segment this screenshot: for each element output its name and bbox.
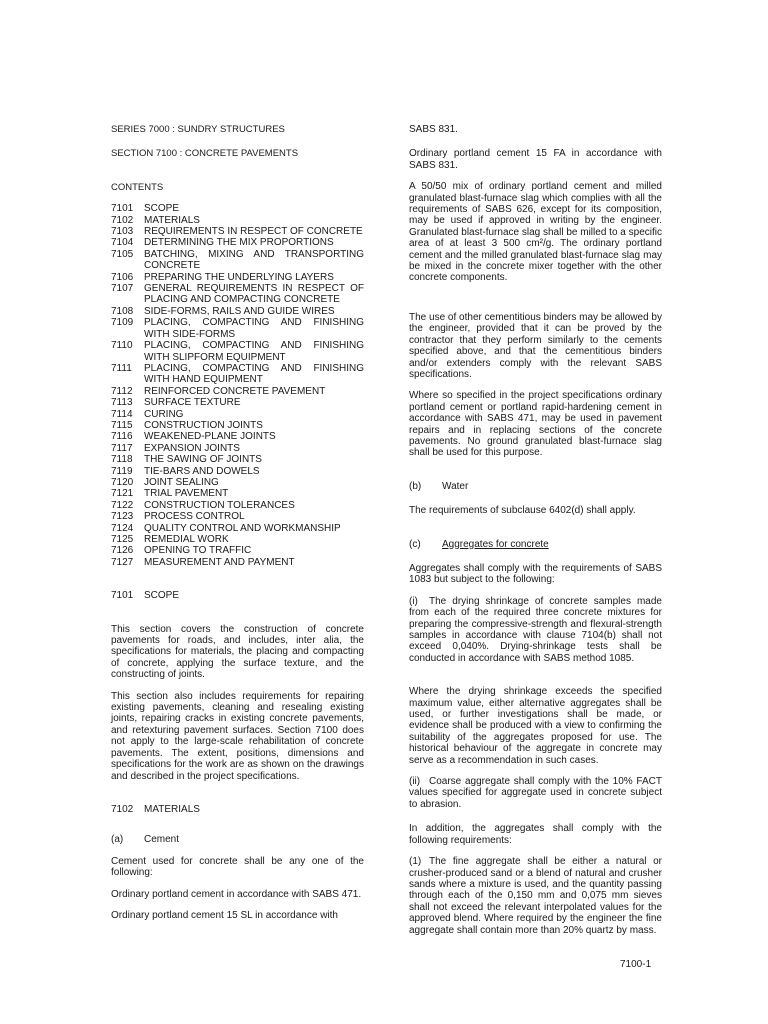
section-heading: SECTION 7100 : CONCRETE PAVEMENTS xyxy=(111,148,299,160)
contents-item xyxy=(111,283,364,306)
item-label: (ii) xyxy=(409,776,421,788)
contents-item xyxy=(111,488,364,499)
aggregates-item-ii xyxy=(409,776,662,810)
contents-item-number: 7120 xyxy=(111,476,134,488)
contents-item xyxy=(111,249,364,272)
contents-item-title: REMEDIAL WORK xyxy=(144,534,229,545)
contents-item-title: SIDE-FORMS, RAILS AND GUIDE WIRES xyxy=(144,305,335,317)
aggregates-item-i xyxy=(409,596,662,664)
contents-item-title: PLACING, COMPACTING AND FINISHING WITH HAND EQUIPMENT xyxy=(144,362,364,386)
contents-item xyxy=(111,409,364,420)
contents-item xyxy=(111,306,364,317)
contents-item-title: TIE-BARS AND DOWELS xyxy=(144,465,260,477)
contents-item xyxy=(111,454,364,465)
scope-paragraph: This section covers the construction of concrete pavements for roads, and includes, inter alia, the specifications for materials, the placing and compacting of concrete, applying the surface texture, and the constructing of joints. xyxy=(111,623,364,681)
contents-item xyxy=(111,545,364,556)
contents-item-number: 7114 xyxy=(111,408,133,420)
contents-item-number: 7115 xyxy=(111,419,133,431)
contents-item-title: THE SAWING OF JOINTS xyxy=(144,454,262,466)
item-label: (i) xyxy=(409,595,418,607)
contents-item xyxy=(111,431,364,442)
item-text: The drying shrinkage of concrete samples made from each of the required three concrete mixtures for preparing the compressive-strength and flexural-strength samples in accordance with clause 7104(b) shall not exceed 0,040%. Drying-shrinkage tests shall be conducted in accordance with SABS method 1085. xyxy=(409,595,662,664)
contents-item-title: JOINT SEALING xyxy=(144,476,219,488)
cement-intro: Cement used for concrete shall be any one of the following: xyxy=(111,855,364,879)
contents-item-number: 7110 xyxy=(111,340,133,352)
contents-item xyxy=(111,340,364,363)
contents-item-number: 7121 xyxy=(111,488,134,500)
contents-item-number: 7105 xyxy=(111,248,134,260)
contents-item-title: PLACING, COMPACTING AND FINISHING WITH SIDE-FORMS xyxy=(144,317,364,340)
contents-item-number: 7108 xyxy=(111,305,134,317)
contents-item xyxy=(111,237,364,248)
scope-title: SCOPE xyxy=(144,590,180,602)
contents-item-title: SURFACE TEXTURE xyxy=(144,397,241,409)
item-text: The fine aggregate shall be either a natural or crusher-produced sand or a blend of natural and crusher sands where a mixture is used, and the quantity passing through each of the 0,150 mm and 0,075 mm sieves shall not exceed the relevant interpolated values for the approved blend. Where required by the engineer the fine aggregate shall contain more than 20% quartz by mass. xyxy=(409,856,662,936)
contents-item-title: CONSTRUCTION JOINTS xyxy=(144,419,263,431)
contents-item-number: 7116 xyxy=(111,431,133,443)
aggregates-heading xyxy=(409,539,662,550)
contents-item-title: GENERAL REQUIREMENTS IN RESPECT OF PLACING AND COMPACTING CONCRETE xyxy=(144,283,364,306)
contents-item xyxy=(111,215,364,226)
contents-item xyxy=(111,523,364,534)
contents-item xyxy=(111,420,364,431)
contents-item xyxy=(111,226,364,237)
contents-item xyxy=(111,386,364,397)
cement-heading xyxy=(111,834,364,845)
contents-item-number: 7104 xyxy=(111,237,134,249)
contents-heading: CONTENTS xyxy=(111,181,164,193)
cement-option: A 50/50 mix of ordinary portland cement and milled granulated blast-furnace slag which complies with all the requirements of SABS 626, except for its composition, may be used if approved in writing by the engineer. Granulated blast-furnace slag shall be milled to a specific area of at least 3 500 cm²/g. The ordinary portland cement and the milled granulated blast-furnace slag may be mixed in the concrete mixer together with the other concrete components. xyxy=(409,181,662,284)
contents-item xyxy=(111,534,364,545)
contents-item-number: 7103 xyxy=(111,226,134,238)
series-heading: SERIES 7000 : SUNDRY STRUCTURES xyxy=(111,124,285,135)
contents-item-title: CONSTRUCTION TOLERANCES xyxy=(144,499,295,511)
cement-title: Cement xyxy=(144,834,180,846)
aggregates-label: (c) xyxy=(409,538,421,550)
contents-item-title: CURING xyxy=(144,408,184,420)
contents-item-number: 7123 xyxy=(111,511,134,523)
aggregates-item-1 xyxy=(409,856,662,936)
contents-item-number: 7112 xyxy=(111,385,133,397)
cement-option: Ordinary portland cement 15 SL in accordance with xyxy=(111,909,338,921)
contents-item-number: 7113 xyxy=(111,397,133,409)
aggregates-title: Aggregates for concrete xyxy=(442,538,549,550)
scope-paragraph: This section also includes requirements for repairing existing pavements, cleaning and resealing existing joints, repairing cracks in existing concrete pavements, and retexturing pavement surfaces. Section 7100 does not apply to the large-scale rehabilitation of concrete pavements. The extent, positions, dimensions and specifications for the work are as shown on the drawings and described in the project specifications. xyxy=(111,690,364,782)
cement-option: Ordinary portland cement in accordance with SABS 471. xyxy=(111,888,362,900)
contents-item xyxy=(111,203,364,214)
contents-item xyxy=(111,363,364,386)
contents-item-number: 7109 xyxy=(111,317,134,329)
water-heading xyxy=(409,481,662,492)
contents-item-title: WEAKENED-PLANE JOINTS xyxy=(144,431,276,443)
contents-item xyxy=(111,397,364,408)
contents-item xyxy=(111,317,364,340)
contents-item-title: DETERMINING THE MIX PROPORTIONS xyxy=(144,237,334,249)
water-label: (b) xyxy=(409,480,422,492)
contents-item-number: 7118 xyxy=(111,454,133,466)
contents-item-number: 7124 xyxy=(111,522,134,534)
contents-item-number: 7111 xyxy=(111,362,132,374)
cement-paragraph: The use of other cementitious binders may be allowed by the engineer, provided that it can be proved by the contractor that they perform similarly to the cements specified above, and that the cementitious binders and/or extenders comply with the relevant SABS specifications. xyxy=(409,311,662,380)
cement-option-continued: SABS 831. xyxy=(409,124,458,135)
contents-item-title: TRIAL PAVEMENT xyxy=(144,488,229,500)
contents-item-number: 7117 xyxy=(111,442,133,454)
contents-item xyxy=(111,443,364,454)
aggregates-intro: Aggregates shall comply with the requirements of SABS 1083 but subject to the following: xyxy=(409,562,662,586)
contents-item xyxy=(111,477,364,488)
contents-item-title: REINFORCED CONCRETE PAVEMENT xyxy=(144,385,326,397)
materials-heading xyxy=(111,804,364,815)
contents-item-title: SCOPE xyxy=(144,203,180,215)
water-title: Water xyxy=(442,480,469,492)
contents-item-title: MATERIALS xyxy=(144,214,200,226)
aggregates-paragraph: Where the drying shrinkage exceeds the specified maximum value, either alternative aggregates shall be used, or further investigations shall be made, or evidence shall be produced with a view to confirming the suitability of the aggregates proposed for use. The historical behaviour of the aggregate in concrete may serve as a recommendation in such cases. xyxy=(409,686,662,766)
contents-item-number: 7102 xyxy=(111,214,134,226)
cement-paragraph: Where so specified in the project specifications ordinary portland cement or portland rapid-hardening cement in accordance with SABS 471, may be used in pavement repairs and in replacing sections of the concrete pavements. No ground granulated blast-furnace slag shall be used for this purpose. xyxy=(409,390,662,459)
contents-item-number: 7101 xyxy=(111,203,134,215)
scope-number: 7101 xyxy=(111,590,134,602)
contents-item-number: 7107 xyxy=(111,283,134,295)
contents-item-title: QUALITY CONTROL AND WORKMANSHIP xyxy=(144,522,341,534)
contents-item xyxy=(111,511,364,522)
right-column xyxy=(409,124,662,936)
item-label: (1) xyxy=(409,856,422,868)
contents-item xyxy=(111,272,364,283)
materials-number: 7102 xyxy=(111,803,134,815)
contents-item-title: EXPANSION JOINTS xyxy=(144,442,240,454)
water-text: The requirements of subclause 6402(d) shall apply. xyxy=(409,505,636,517)
contents-item-title: PROCESS CONTROL xyxy=(144,511,245,523)
cement-label: (a) xyxy=(111,834,124,846)
contents-item-number: 7127 xyxy=(111,556,134,568)
left-column xyxy=(111,124,364,921)
contents-item-number: 7122 xyxy=(111,499,134,511)
scope-heading xyxy=(111,590,364,601)
contents-item-number: 7125 xyxy=(111,534,134,545)
aggregates-addition: In addition, the aggregates shall comply with the following requirements: xyxy=(409,823,662,846)
contents-item-title: MEASUREMENT AND PAYMENT xyxy=(144,556,295,568)
contents-list xyxy=(111,203,364,568)
contents-item-number: 7126 xyxy=(111,545,134,557)
page-number: 7100-1 xyxy=(620,959,652,970)
contents-item-title: PLACING, COMPACTING AND FINISHING WITH SLIPFORM EQUIPMENT xyxy=(144,340,364,363)
contents-item-number: 7119 xyxy=(111,465,133,477)
contents-item-number: 7106 xyxy=(111,271,134,283)
contents-item-title: BATCHING, MIXING AND TRANSPORTING CONCRETE xyxy=(144,248,364,272)
contents-item xyxy=(111,557,364,568)
contents-item xyxy=(111,466,364,477)
cement-option: Ordinary portland cement 15 FA in accordance with SABS 831. xyxy=(409,148,662,171)
contents-item-title: OPENING TO TRAFFIC xyxy=(144,545,252,557)
contents-item xyxy=(111,500,364,511)
contents-item-title: REQUIREMENTS IN RESPECT OF CONCRETE xyxy=(144,226,363,238)
materials-title: MATERIALS xyxy=(144,803,200,815)
item-text: Coarse aggregate shall comply with the 10% FACT values specified for aggregate used in concrete subject to abrasion. xyxy=(409,776,662,810)
contents-item-title: PREPARING THE UNDERLYING LAYERS xyxy=(144,271,334,283)
